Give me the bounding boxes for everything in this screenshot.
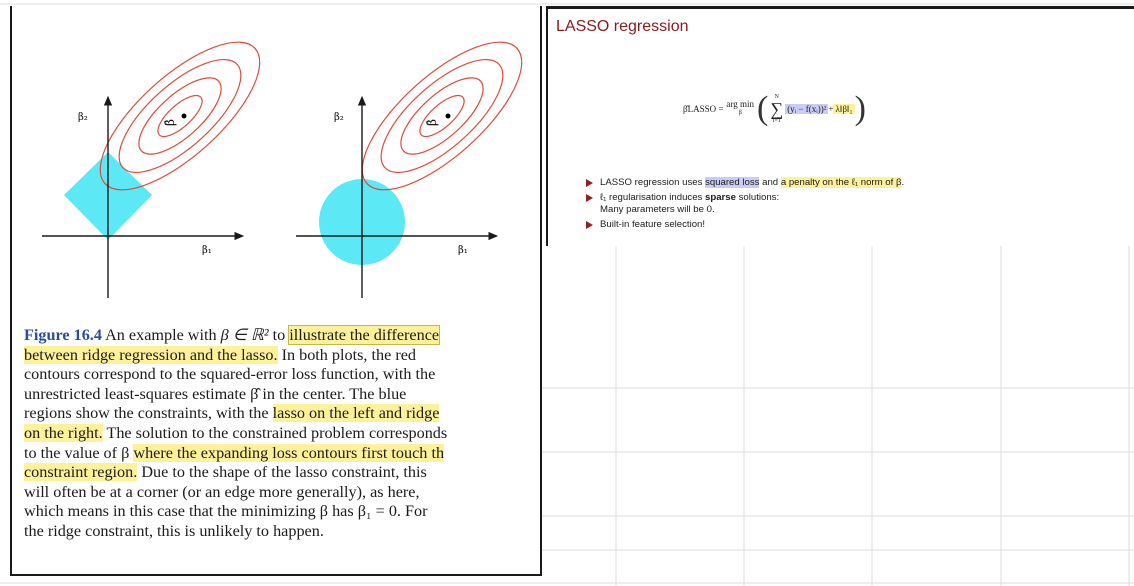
caption-line: which means in this case that the minimizing β has β₁ = 0. For — [24, 502, 428, 521]
highlight: between ridge regression and the lasso. — [24, 345, 278, 364]
caption-line: regions show the constraints, with the lasso on the left and ridge — [24, 404, 440, 423]
sum-symbol: N ∑ i=1 — [770, 94, 784, 124]
lasso-x-label: β₁ — [202, 245, 212, 256]
lasso-ls-estimate-dot — [182, 114, 187, 119]
ridge-plot — [296, 19, 542, 298]
left-paren: ( — [757, 90, 769, 127]
highlight: where the expanding loss contours first touch th — [133, 443, 445, 462]
caption-line: between ridge regression and the lasso. In both plots, the red — [24, 345, 417, 364]
lasso-slide — [546, 6, 1134, 246]
book-excerpt-pane — [10, 6, 542, 576]
formula-penalty-term: λ‖β‖₁ — [835, 104, 853, 114]
formula-lhs: β̂LASSO = — [683, 104, 724, 114]
caption-line: Figure 16.4 An example with β ∈ ℝ² to illustrate the difference — [24, 326, 440, 344]
highlight: on the right. — [24, 423, 103, 442]
figure-label: Figure 16.4 — [24, 326, 102, 344]
caption-line: constraint region. Due to the shape of the lasso constraint, this — [24, 463, 427, 482]
bullet-triangle-icon — [586, 221, 593, 229]
ridge-y-label: β₂ — [334, 112, 344, 123]
ridge-ls-estimate-dot — [446, 114, 451, 119]
bullet-item: LASSO regression uses squared loss and a penalty on the ℓ₁ norm of β. — [586, 177, 904, 189]
lasso-ridge-figure — [12, 6, 542, 306]
bullet-triangle-icon — [586, 179, 593, 187]
right-paren: ) — [854, 90, 866, 127]
caption-line: will often be at a corner (or an edge more generally), as here, — [24, 482, 420, 501]
lasso-center-label: β̂ — [163, 119, 177, 126]
caption-line: the ridge constraint, this is unlikely to happen. — [24, 521, 324, 540]
bullet-triangle-icon — [586, 194, 593, 202]
caption-line: on the right. The solution to the constrained problem corresponds — [24, 423, 448, 442]
bullet-item: ℓ₁ regularisation induces sparse solutions: Many parameters will be 0. — [586, 192, 904, 216]
lasso-plot — [42, 19, 282, 298]
formula-argmin: arg min β — [726, 99, 755, 116]
highlight: constraint region. — [24, 463, 138, 482]
highlight: squared loss — [705, 177, 760, 188]
ridge-center-label: β̂ — [425, 119, 439, 126]
highlight: a penalty on the ℓ₁ norm of β — [780, 177, 902, 188]
lasso-formula: β̂LASSO = arg min β ( N ∑ i=1 (yᵢ − f(xᵢ))² + λ‖β‖₁ ) — [683, 90, 866, 127]
formula-loss-term: (yᵢ − f(xᵢ))² — [787, 104, 827, 114]
figure-caption — [24, 326, 544, 542]
bullet-item: Built-in feature selection! — [586, 219, 904, 231]
slide-title: LASSO regression — [556, 18, 689, 35]
slide-bullets — [586, 177, 904, 234]
lasso-y-label: β₂ — [78, 112, 88, 123]
caption-line: contours correspond to the squared-error loss function, with the — [24, 365, 436, 384]
caption-line: to the value of β where the expanding loss contours first touch th — [24, 443, 445, 462]
caption-line: unrestricted least-squares estimate β̂ in the center. The blue — [24, 384, 407, 403]
highlight: illustrate the difference — [289, 326, 440, 344]
highlight: lasso on the left and ridge — [272, 404, 440, 423]
ridge-x-label: β₁ — [458, 245, 468, 256]
